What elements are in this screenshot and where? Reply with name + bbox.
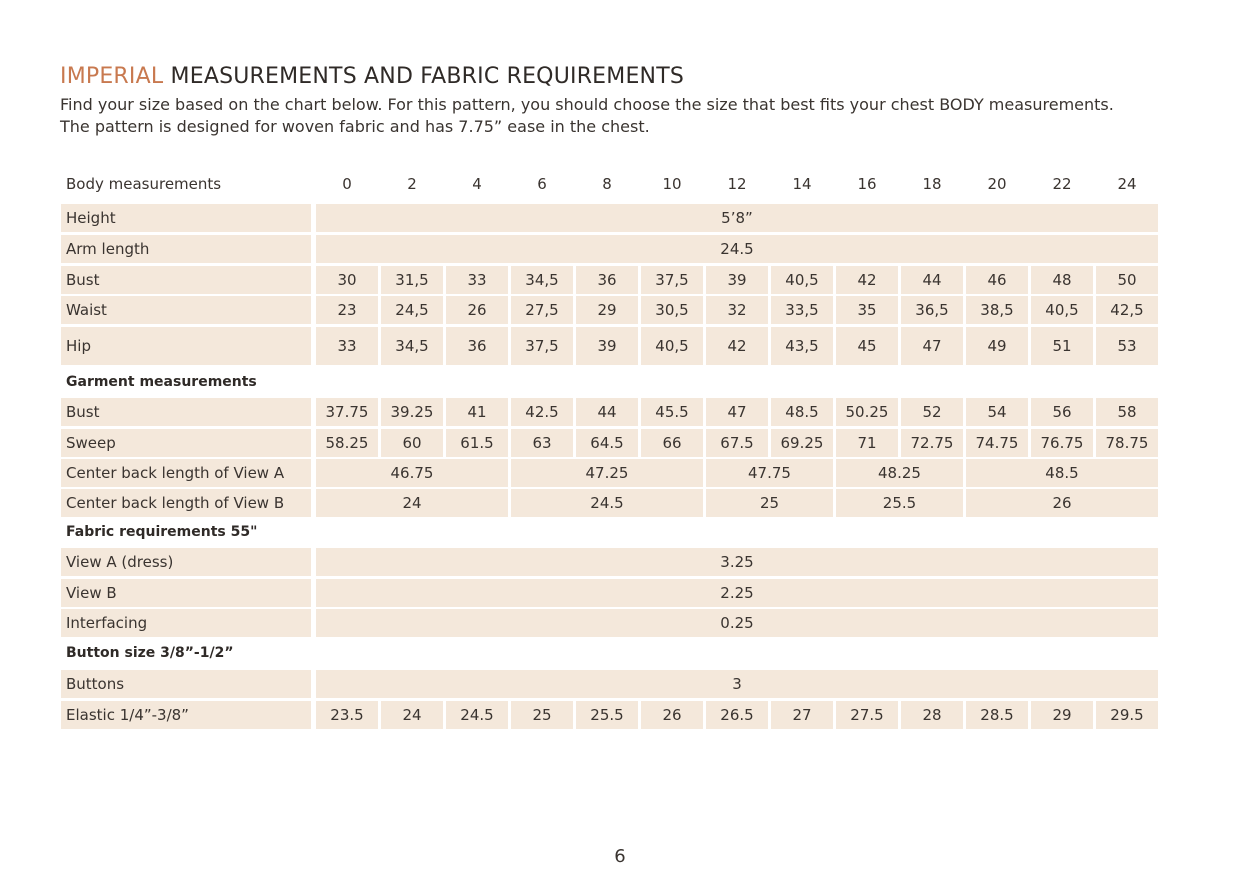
value-cell: 66 [641, 429, 703, 457]
page-title-accent: IMPERIAL [60, 64, 164, 89]
value-cell: 76.75 [1031, 429, 1093, 457]
section-heading-button-size-3-8-1-2: Button size 3/8”-1/2” [66, 645, 234, 661]
row-label-sweep: Sweep [61, 429, 311, 457]
row-label-arm-length: Arm length [61, 235, 311, 263]
value-group: 47.75 [706, 459, 833, 487]
value-cell: 42,5 [1096, 296, 1158, 324]
value-group: 48.25 [836, 459, 963, 487]
value-cell: 40,5 [641, 327, 703, 365]
value-cell: 58.25 [316, 429, 378, 457]
value-cell: 46 [966, 266, 1028, 294]
value-cell: 40,5 [771, 266, 833, 294]
value-cell: 50 [1096, 266, 1158, 294]
value-cell: 43,5 [771, 327, 833, 365]
intro-text [60, 94, 1180, 138]
row-label-elastic-1-4-3-8: Elastic 1/4”-3/8” [61, 701, 311, 729]
value-cell: 28 [901, 701, 963, 729]
value-cell: 42 [706, 327, 768, 365]
value-cell: 53 [1096, 327, 1158, 365]
value-cell: 37,5 [641, 266, 703, 294]
value-cell: 48.5 [771, 398, 833, 426]
size-column-header: 16 [857, 175, 877, 193]
value-cell: 24.5 [446, 701, 508, 729]
value-cell: 38,5 [966, 296, 1028, 324]
value-cell: 33 [316, 327, 378, 365]
value-cell: 31,5 [381, 266, 443, 294]
value-cell: 50.25 [836, 398, 898, 426]
value-cell: 71 [836, 429, 898, 457]
value-cell: 41 [446, 398, 508, 426]
value-cell: 35 [836, 296, 898, 324]
value-cell: 28.5 [966, 701, 1028, 729]
size-column-header: 10 [662, 175, 682, 193]
value-height: 5’8” [316, 204, 1158, 232]
value-cell: 40,5 [1031, 296, 1093, 324]
row-label-center-back-length-of-view-a: Center back length of View A [61, 459, 311, 487]
value-cell: 42.5 [511, 398, 573, 426]
value-arm-length: 24.5 [316, 235, 1158, 263]
value-cell: 26.5 [706, 701, 768, 729]
value-cell: 61.5 [446, 429, 508, 457]
value-group: 26 [966, 489, 1158, 517]
size-column-header: 8 [602, 175, 612, 193]
value-cell: 54 [966, 398, 1028, 426]
size-column-header: 12 [727, 175, 747, 193]
value-cell: 37,5 [511, 327, 573, 365]
value-cell: 78.75 [1096, 429, 1158, 457]
page-number: 6 [614, 846, 626, 867]
value-cell: 45 [836, 327, 898, 365]
row-label-hip: Hip [61, 327, 311, 365]
value-cell: 24 [381, 701, 443, 729]
value-group: 24.5 [511, 489, 703, 517]
value-cell: 24,5 [381, 296, 443, 324]
value-cell: 33 [446, 266, 508, 294]
value-cell: 44 [576, 398, 638, 426]
value-cell: 47 [706, 398, 768, 426]
value-buttons: 3 [316, 670, 1158, 698]
value-cell: 37.75 [316, 398, 378, 426]
value-cell: 27.5 [836, 701, 898, 729]
value-group: 47.25 [511, 459, 703, 487]
value-cell: 23 [316, 296, 378, 324]
value-cell: 29 [576, 296, 638, 324]
value-cell: 45.5 [641, 398, 703, 426]
value-cell: 27 [771, 701, 833, 729]
row-label-center-back-length-of-view-b: Center back length of View B [61, 489, 311, 517]
page-title-rest: MEASUREMENTS AND FABRIC REQUIREMENTS [170, 64, 685, 89]
size-column-header: 20 [987, 175, 1007, 193]
size-column-header: 18 [922, 175, 942, 193]
value-cell: 49 [966, 327, 1028, 365]
row-label-waist: Waist [61, 296, 311, 324]
value-cell: 25.5 [576, 701, 638, 729]
value-group: 25 [706, 489, 833, 517]
row-label-interfacing: Interfacing [61, 609, 311, 637]
value-cell: 39.25 [381, 398, 443, 426]
value-cell: 42 [836, 266, 898, 294]
row-label-bust: Bust [61, 266, 311, 294]
value-interfacing: 0.25 [316, 609, 1158, 637]
value-cell: 58 [1096, 398, 1158, 426]
value-cell: 30 [316, 266, 378, 294]
value-cell: 69.25 [771, 429, 833, 457]
value-cell: 36 [576, 266, 638, 294]
value-cell: 36 [446, 327, 508, 365]
section-heading-garment-measurements: Garment measurements [66, 374, 257, 390]
value-view-a-dress: 3.25 [316, 548, 1158, 576]
value-cell: 23.5 [316, 701, 378, 729]
value-cell: 36,5 [901, 296, 963, 324]
value-cell: 29 [1031, 701, 1093, 729]
value-cell: 27,5 [511, 296, 573, 324]
value-group: 46.75 [316, 459, 508, 487]
row-label-buttons: Buttons [61, 670, 311, 698]
value-group: 24 [316, 489, 508, 517]
value-cell: 34,5 [381, 327, 443, 365]
row-label-view-a-dress: View A (dress) [61, 548, 311, 576]
value-cell: 72.75 [901, 429, 963, 457]
size-column-header: 6 [537, 175, 547, 193]
value-cell: 29.5 [1096, 701, 1158, 729]
value-cell: 67.5 [706, 429, 768, 457]
value-cell: 52 [901, 398, 963, 426]
size-column-header: 14 [792, 175, 812, 193]
value-group: 48.5 [966, 459, 1158, 487]
value-cell: 60 [381, 429, 443, 457]
row-label-view-b: View B [61, 579, 311, 607]
value-cell: 26 [641, 701, 703, 729]
intro-line-2: The pattern is designed for woven fabric and has 7.75” ease in the chest. [60, 117, 650, 136]
value-cell: 48 [1031, 266, 1093, 294]
value-cell: 25 [511, 701, 573, 729]
value-cell: 39 [706, 266, 768, 294]
value-cell: 30,5 [641, 296, 703, 324]
value-cell: 44 [901, 266, 963, 294]
value-group: 25.5 [836, 489, 963, 517]
value-cell: 26 [446, 296, 508, 324]
size-chart-table [61, 168, 1157, 730]
size-column-header: 22 [1052, 175, 1072, 193]
page-title [60, 64, 684, 89]
row-label-height: Height [61, 204, 311, 232]
value-cell: 32 [706, 296, 768, 324]
row-label-bust: Bust [61, 398, 311, 426]
size-column-header: 4 [472, 175, 482, 193]
section-heading-fabric-requirements-55: Fabric requirements 55" [66, 524, 258, 540]
value-cell: 51 [1031, 327, 1093, 365]
value-cell: 74.75 [966, 429, 1028, 457]
value-cell: 34,5 [511, 266, 573, 294]
size-column-header: 2 [407, 175, 417, 193]
value-cell: 39 [576, 327, 638, 365]
value-cell: 64.5 [576, 429, 638, 457]
intro-line-1: Find your size based on the chart below. For this pattern, you should choose the size that best fits your chest BODY measurements. [60, 95, 1114, 114]
value-cell: 47 [901, 327, 963, 365]
header-label: Body measurements [66, 175, 222, 193]
value-view-b: 2.25 [316, 579, 1158, 607]
value-cell: 33,5 [771, 296, 833, 324]
value-cell: 56 [1031, 398, 1093, 426]
size-column-header: 0 [342, 175, 352, 193]
size-column-header: 24 [1117, 175, 1137, 193]
value-cell: 63 [511, 429, 573, 457]
